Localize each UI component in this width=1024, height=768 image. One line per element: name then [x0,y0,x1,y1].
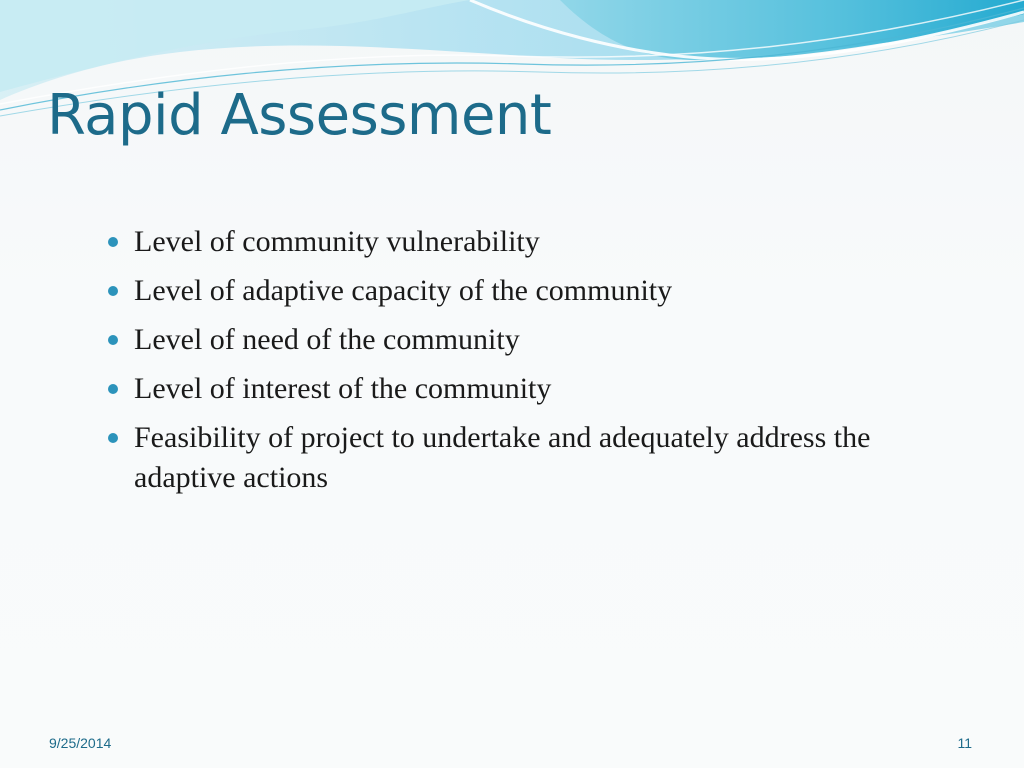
list-item [106,271,886,311]
bullet-dot-icon [108,286,118,296]
bullet-dot-icon [108,237,118,247]
footer-date: 9/25/2014 [49,735,112,751]
slide-title: Rapid Assessment [47,83,552,148]
bullet-dot-icon [108,335,118,345]
page-number: 11 [957,735,972,751]
bullet-text: Level of interest of the community [134,372,552,405]
list-item [106,320,886,360]
bullet-text: Level of adaptive capacity of the community [134,274,673,307]
list-item [106,222,886,262]
list-item [106,418,886,498]
bullet-dot-icon [108,433,118,443]
bullet-text: Level of community vulnerability [134,225,540,258]
bullet-list [106,222,886,507]
bullet-dot-icon [108,384,118,394]
list-item [106,369,886,409]
bullet-text: Feasibility of project to undertake and adequately address the adaptive actions [134,421,871,494]
bullet-text: Level of need of the community [134,323,520,356]
